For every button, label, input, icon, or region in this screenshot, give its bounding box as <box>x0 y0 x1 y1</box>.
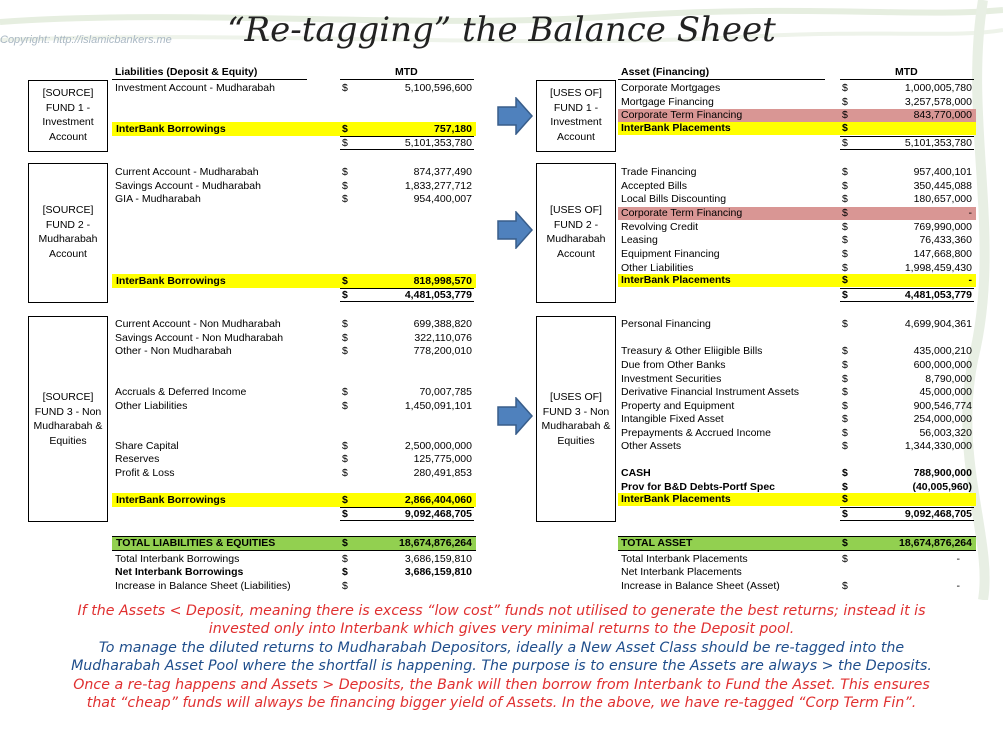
currency-symbol: $ <box>342 566 348 578</box>
currency-symbol: $ <box>342 400 348 412</box>
fund2-asset-label: Other Liabilities <box>621 262 694 274</box>
currency-symbol: $ <box>342 166 348 178</box>
fund3-asset-label: Prov for B&D Debts-Portf Spec <box>621 481 776 493</box>
fund2-placements-value: - <box>968 274 972 286</box>
note-line: Mudharabah Asset Pool where the shortfall is happening. The purpose is to ensure the Assets are always > the Deposits. <box>71 658 932 675</box>
currency-symbol: $ <box>842 553 848 565</box>
fund3-asset-label: Prepayments & Accrued Income <box>621 427 771 439</box>
fund3-liab-label: Reserves <box>115 453 160 465</box>
note-line: that “cheap” funds will always be financing bigger yield of Assets. In the above, we have re-tagged “Corp Term Fin”. <box>86 695 917 712</box>
fund3-asset-value: 45,000,000 <box>919 386 972 398</box>
currency-symbol: $ <box>842 413 848 425</box>
fund3-source-label: [SOURCE] FUND 3 - Non Mudharabah & Equities <box>33 391 103 447</box>
note-line: To manage the diluted returns to Mudharabah Depositors, ideally a New Asset Class should be re-tagged into the <box>98 639 905 656</box>
fund3-liab-label: Current Account - Non Mudharabah <box>115 318 281 330</box>
fund1-asset-total: 5,101,353,780 <box>904 137 972 149</box>
fund1-source-label: [SOURCE] FUND 1 - Investment Account <box>42 87 94 143</box>
fund2-asset-value: - <box>968 207 972 219</box>
fund1-asset-label: Corporate Mortgages <box>621 82 721 94</box>
fund3-liab-value: 1,450,091,101 <box>404 400 472 412</box>
currency-symbol: $ <box>342 494 348 506</box>
net-interbank-borrowings-label: Net Interbank Borrowings <box>115 566 244 578</box>
note-line: If the Assets < Deposit, meaning there is excess “low cost” funds not utilised to generate the best returns; instead it is <box>77 603 926 619</box>
fund3-asset-value: 56,003,320 <box>919 427 972 439</box>
fund3-asset-label: Other Assets <box>621 440 682 452</box>
fund3-liab-label: Other - Non Mudharabah <box>115 345 232 357</box>
currency-symbol: $ <box>842 318 848 330</box>
fund3-asset-value: 435,000,210 <box>913 345 972 357</box>
fund2-asset-value: 147,668,800 <box>913 248 972 260</box>
fund3-liab-value: 2,500,000,000 <box>404 440 472 452</box>
currency-symbol: $ <box>342 193 348 205</box>
fund1-interbank-label: InterBank Borrowings <box>116 123 226 135</box>
currency-symbol: $ <box>842 508 848 520</box>
currency-symbol: $ <box>342 137 348 149</box>
fund3-liab-value: 125,775,000 <box>413 453 472 465</box>
currency-symbol: $ <box>842 345 848 357</box>
fund3-asset-total: 9,092,468,705 <box>904 508 972 520</box>
currency-symbol: $ <box>842 373 848 385</box>
currency-symbol: $ <box>842 248 848 260</box>
fund3-liab-value: 280,491,853 <box>413 467 472 479</box>
fund3-asset-label: Due from Other Banks <box>621 359 726 371</box>
fund2-interbank-value: 818,998,570 <box>413 275 472 287</box>
currency-symbol: $ <box>842 359 848 371</box>
currency-symbol: $ <box>342 467 348 479</box>
fund3-liab-label: Share Capital <box>115 440 179 452</box>
fund2-asset-value: 76,433,360 <box>919 234 972 246</box>
fund3-asset-value: 900,546,774 <box>913 400 972 412</box>
total-liab-value: 18,674,876,264 <box>399 537 472 549</box>
fund1-interbank-value: 757,180 <box>434 123 472 135</box>
fund3-liab-label: Accruals & Deferred Income <box>115 386 247 398</box>
increase-bs-liab-label: Increase in Balance Sheet (Liabilities) <box>115 580 291 592</box>
note-line: invested only into Interbank which gives very minimal returns to the Deposit pool. <box>208 621 795 638</box>
currency-symbol: $ <box>842 96 848 108</box>
fund2-asset-label: Local Bills Discounting <box>621 193 727 205</box>
fund1-liab-value: 5,100,596,600 <box>404 82 472 94</box>
currency-symbol: $ <box>842 440 848 452</box>
currency-symbol: $ <box>842 166 848 178</box>
currency-symbol: $ <box>842 537 848 549</box>
fund3-liab-total: 9,092,468,705 <box>404 508 472 520</box>
fund1-asset-value: 843,770,000 <box>913 109 972 121</box>
fund3-interbank-label: InterBank Borrowings <box>116 494 226 506</box>
liabilities-header: Liabilities (Deposit & Equity) <box>115 66 258 78</box>
fund3-asset-value: 600,000,000 <box>913 359 972 371</box>
currency-symbol: $ <box>342 440 348 452</box>
fund3-asset-label: Property and Equipment <box>621 400 735 412</box>
fund2-asset-label: Revolving Credit <box>621 221 699 233</box>
fund3-asset-value: 4,699,904,361 <box>904 318 972 330</box>
currency-symbol: $ <box>842 207 848 219</box>
currency-symbol: $ <box>342 580 348 592</box>
fund2-liab-label: GIA - Mudharabah <box>115 193 201 205</box>
currency-symbol: $ <box>342 553 348 565</box>
fund2-liab-value: 1,833,277,712 <box>404 180 472 192</box>
currency-symbol: $ <box>842 234 848 246</box>
currency-symbol: $ <box>842 221 848 233</box>
fund2-source-label: [SOURCE] FUND 2 - Mudharabah Account <box>38 204 98 260</box>
fund2-liab-value: 874,377,490 <box>413 166 472 178</box>
fund3-arrow-icon <box>496 397 534 435</box>
currency-symbol: $ <box>342 275 348 287</box>
fund3-liab-value: 322,110,076 <box>414 332 472 344</box>
fund2-asset-value: 1,998,459,430 <box>904 262 972 274</box>
fund3-liab-label: Other Liabilities <box>115 400 188 412</box>
fund1-arrow-icon <box>496 97 534 135</box>
fund3-asset-value: 8,790,000 <box>925 373 972 385</box>
fund3-asset-label: Investment Securities <box>621 373 722 385</box>
fund3-asset-value: 254,000,000 <box>913 413 972 425</box>
fund2-placements-label: InterBank Placements <box>621 274 731 286</box>
fund1-asset-value: 3,257,578,000 <box>904 96 972 108</box>
net-interbank-borrowings-value: 3,686,159,810 <box>404 566 472 578</box>
currency-symbol: $ <box>842 137 848 149</box>
currency-symbol: $ <box>842 386 848 398</box>
currency-symbol: $ <box>842 262 848 274</box>
fund2-asset-label: Accepted Bills <box>621 180 687 192</box>
fund2-asset-label: Trade Financing <box>621 166 697 178</box>
fund3-uses-label: [USES OF] FUND 3 - Non Mudharabah & Equities <box>541 391 611 447</box>
fund2-uses-label: [USES OF] FUND 2 - Mudharabah Account <box>546 204 606 260</box>
increase-bs-asset-value: - <box>956 580 960 592</box>
fund2-asset-value: 957,400,101 <box>913 166 972 178</box>
fund2-asset-label: Corporate Term Financing <box>621 207 743 219</box>
currency-symbol: $ <box>842 427 848 439</box>
currency-symbol: $ <box>842 580 848 592</box>
fund3-asset-label: Personal Financing <box>621 318 711 330</box>
fund3-liab-label: Profit & Loss <box>115 467 175 479</box>
liab-mtd-header: MTD <box>395 66 418 78</box>
fund3-liab-value: 70,007,785 <box>419 386 472 398</box>
assets-header: Asset (Financing) <box>621 66 710 78</box>
fund2-asset-total: 4,481,053,779 <box>904 289 972 301</box>
fund2-asset-value: 769,990,000 <box>913 221 972 233</box>
note-line: Once a re-tag happens and Assets > Deposits, the Bank will then borrow from Interbank to Fund the Asset. This ensures <box>73 676 930 693</box>
fund3-asset-label: CASH <box>621 467 651 479</box>
fund1-liab-total: 5,101,353,780 <box>404 137 472 149</box>
total-interbank-borrowings-value: 3,686,159,810 <box>404 553 472 565</box>
currency-symbol: $ <box>342 453 348 465</box>
currency-symbol: $ <box>342 289 348 301</box>
currency-symbol: $ <box>842 122 848 134</box>
fund2-liab-total: 4,481,053,779 <box>404 289 472 301</box>
fund3-placements-label: InterBank Placements <box>621 493 731 505</box>
currency-symbol: $ <box>842 109 848 121</box>
explanation-note <box>0 602 1003 712</box>
currency-symbol: $ <box>842 289 848 301</box>
net-interbank-placements-label: Net Interbank Placements <box>621 566 742 578</box>
copyright-watermark: Copyright: http://islamicbankers.me <box>0 34 172 46</box>
fund3-asset-value: (40,005,960) <box>912 481 972 493</box>
fund1-asset-label: Mortgage Financing <box>621 96 714 108</box>
currency-symbol: $ <box>342 332 348 344</box>
fund1-liab-label: Investment Account - Mudharabah <box>115 82 275 94</box>
currency-symbol: $ <box>342 508 348 520</box>
fund3-liab-label: Savings Account - Non Mudharabah <box>115 332 284 344</box>
fund1-asset-value: 1,000,005,780 <box>904 82 972 94</box>
currency-symbol: $ <box>342 180 348 192</box>
fund1-asset-label: Corporate Term Financing <box>621 109 743 121</box>
fund3-asset-value: 1,344,330,000 <box>904 440 972 452</box>
currency-symbol: $ <box>342 123 348 135</box>
fund1-placements-label: InterBank Placements <box>621 122 731 134</box>
currency-symbol: $ <box>842 400 848 412</box>
fund2-liab-label: Savings Account - Mudharabah <box>115 180 261 192</box>
currency-symbol: $ <box>342 345 348 357</box>
currency-symbol: $ <box>842 180 848 192</box>
fund2-asset-value: 180,657,000 <box>913 193 972 205</box>
fund3-asset-value: 788,900,000 <box>913 467 972 479</box>
currency-symbol: $ <box>842 481 848 493</box>
page-title: “Re-tagging” the Balance Sheet <box>227 10 776 50</box>
fund3-interbank-value: 2,866,404,060 <box>404 494 472 506</box>
fund3-asset-label: Treasury & Other Eliigible Bills <box>621 345 763 357</box>
fund2-liab-label: Current Account - Mudharabah <box>115 166 259 178</box>
fund2-asset-label: Leasing <box>621 234 658 246</box>
increase-bs-asset-label: Increase in Balance Sheet (Asset) <box>621 580 780 592</box>
fund3-liab-value: 778,200,010 <box>413 345 472 357</box>
total-liab-label: TOTAL LIABILITIES & EQUITIES <box>116 537 276 549</box>
total-asset-value: 18,674,876,264 <box>899 537 972 549</box>
fund3-liab-value: 699,388,820 <box>413 318 472 330</box>
currency-symbol: $ <box>342 537 348 549</box>
currency-symbol: $ <box>842 274 848 286</box>
fund2-asset-value: 350,445,088 <box>913 180 972 192</box>
fund2-liab-value: 954,400,007 <box>413 193 472 205</box>
fund2-arrow-icon <box>496 211 534 249</box>
currency-symbol: $ <box>842 82 848 94</box>
fund2-interbank-label: InterBank Borrowings <box>116 275 226 287</box>
currency-symbol: $ <box>842 467 848 479</box>
currency-symbol: $ <box>342 82 348 94</box>
fund3-asset-label: Intangible Fixed Asset <box>621 413 724 425</box>
currency-symbol: $ <box>342 318 348 330</box>
total-interbank-placements-value: - <box>956 553 960 565</box>
asset-mtd-header: MTD <box>895 66 918 78</box>
currency-symbol: $ <box>842 493 848 505</box>
currency-symbol: $ <box>842 193 848 205</box>
fund3-asset-label: Derivative Financial Instrument Assets <box>621 386 799 398</box>
total-interbank-borrowings-label: Total Interbank Borrowings <box>115 553 240 565</box>
fund1-uses-label: [USES OF] FUND 1 - Investment Account <box>550 87 602 143</box>
total-asset-label: TOTAL ASSET <box>621 537 693 549</box>
total-interbank-placements-label: Total Interbank Placements <box>621 553 748 565</box>
currency-symbol: $ <box>342 386 348 398</box>
fund2-asset-label: Equipment Financing <box>621 248 720 260</box>
